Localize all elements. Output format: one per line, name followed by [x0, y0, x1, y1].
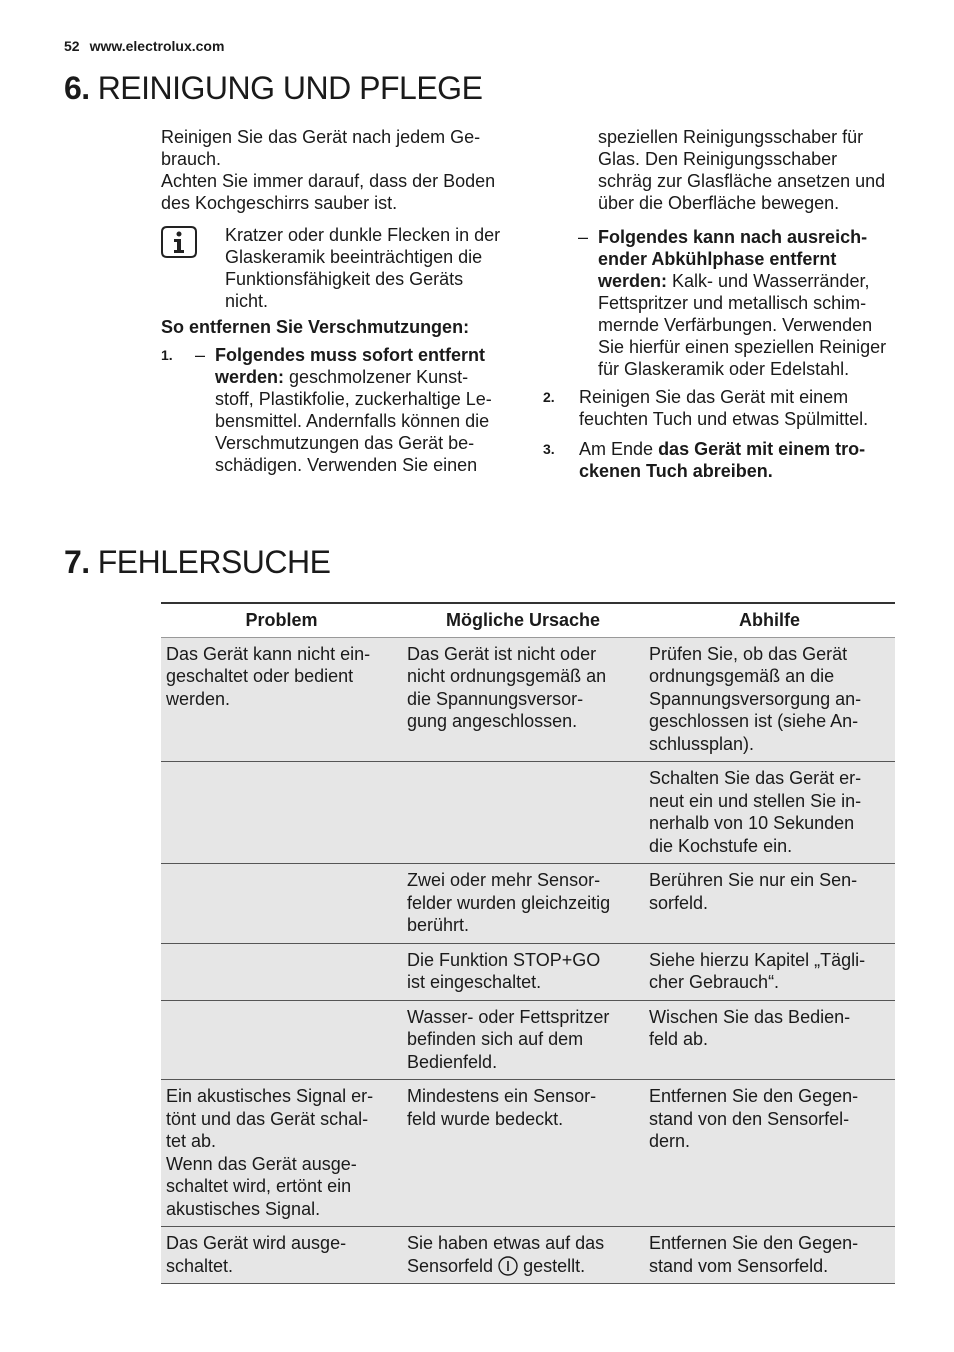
- info-icon: [161, 226, 197, 258]
- table-row: [161, 1080, 895, 1227]
- cell-line: Mindestens ein Sensor-: [407, 1086, 597, 1106]
- cell-line: Wischen Sie das Bedien-: [649, 1006, 851, 1027]
- table-body: [161, 637, 895, 1284]
- remedy-cell: [644, 864, 895, 944]
- cell-line: felder wurden gleichzeitig: [407, 892, 611, 913]
- cell-line: nicht ordnungsgemäß an: [407, 666, 607, 686]
- cell-line: ist eingeschaltet.: [407, 972, 542, 992]
- cause-cell: [402, 864, 644, 944]
- step-1-cont: über die Oberfläche bewegen.: [598, 193, 840, 213]
- table-header-row: [161, 603, 895, 637]
- cause-cell: [402, 943, 644, 1000]
- cell-line: schlussplan).: [649, 733, 755, 754]
- cell-line: Zwei oder mehr Sensor-: [407, 870, 601, 890]
- cell-line: Ein akustisches Signal er-: [166, 1086, 374, 1106]
- cell-text: gestellt.: [523, 1255, 586, 1276]
- cause-cell: [402, 1227, 644, 1284]
- cell-line: Berühren Sie nur ein Sen-: [649, 870, 858, 890]
- step-1-cont: Glas. Den Reinigungsschaber: [598, 149, 838, 169]
- cell-line: befinden sich auf dem: [407, 1029, 584, 1049]
- step-1-text: bensmittel. Andernfalls können die: [215, 411, 490, 431]
- cell-line: sorfeld.: [649, 892, 709, 913]
- cell-line: werden.: [166, 688, 231, 709]
- step-3-number: 3.: [543, 441, 555, 457]
- step-2-text: Reinigen Sie das Gerät mit einem: [579, 387, 849, 407]
- problem-cell: [161, 943, 402, 1000]
- intro-line: Achten Sie immer darauf, dass der Boden: [161, 171, 496, 191]
- dash: –: [578, 227, 589, 247]
- step-1-text: Verschmutzungen das Gerät be-: [215, 433, 475, 453]
- sub2-text: Kalk- und Wasserränder,: [672, 271, 870, 291]
- step-1-bold: Folgendes muss sofort entfernt: [215, 345, 486, 365]
- cell-line: berührt.: [407, 915, 470, 935]
- step-3: [543, 438, 903, 482]
- column-header-problem: Problem: [161, 603, 402, 637]
- cell-line: Schalten Sie das Gerät er-: [649, 768, 862, 788]
- cause-cell: [402, 1000, 644, 1080]
- remedy-cell: [644, 1000, 895, 1080]
- cell-line: Das Gerät wird ausge-: [166, 1233, 347, 1253]
- cell-line: Wenn das Gerät ausge-: [166, 1153, 357, 1174]
- cell-line: akustisches Signal.: [166, 1198, 321, 1219]
- table-row: [161, 864, 895, 944]
- info-note: [161, 224, 521, 316]
- cell-line: die Spannungsversor-: [407, 688, 584, 709]
- cell-line: [407, 1255, 634, 1278]
- sub2-text: mernde Verfärbungen. Verwenden: [598, 315, 873, 335]
- step-2-number: 2.: [543, 389, 555, 405]
- section-6-number: 6.: [64, 70, 90, 106]
- cell-line: Siehe hierzu Kapitel „Tägli-: [649, 949, 866, 970]
- cell-line: Prüfen Sie, ob das Gerät: [649, 643, 848, 664]
- step-3-text: Am Ende: [579, 439, 654, 459]
- problem-cell: [161, 1227, 402, 1284]
- step-3-bold: das Gerät mit einem tro-: [658, 439, 866, 459]
- step-2: [543, 386, 903, 430]
- step-2-text: feuchten Tuch und etwas Spülmittel.: [579, 409, 869, 429]
- cell-line: Wasser- oder Fettspritzer: [407, 1006, 610, 1027]
- sub2-text: für Glaskeramik oder Edelstahl.: [598, 359, 850, 379]
- site-url[interactable]: www.electrolux.com: [89, 38, 225, 54]
- note-text: [225, 224, 515, 312]
- cell-line: Spannungsversorgung an-: [649, 688, 862, 709]
- remedy-cell: [644, 943, 895, 1000]
- sub2-bold: Folgendes kann nach ausreich-: [598, 227, 868, 247]
- step-1-sub2-item: [578, 226, 903, 380]
- problem-cell: [161, 1000, 402, 1080]
- cell-line: Entfernen Sie den Gegen-: [649, 1233, 859, 1253]
- problem-cell: [161, 637, 402, 762]
- cell-line: Entfernen Sie den Gegen-: [649, 1086, 859, 1106]
- note-line: nicht.: [225, 291, 269, 311]
- dash: –: [195, 345, 206, 365]
- cell-line: Die Funktion STOP+GO: [407, 949, 601, 970]
- step-1-sub2: [543, 226, 903, 380]
- intro-line: brauch.: [161, 149, 222, 169]
- note-line: Kratzer oder dunkle Flecken in der: [225, 225, 501, 245]
- step-1-bold: werden:: [215, 367, 285, 387]
- step-1-text: stoff, Plastikfolie, zuckerhaltige Le-: [215, 389, 492, 409]
- cell-text: Sensorfeld: [407, 1255, 494, 1276]
- cell-line: schaltet wird, ertönt ein: [166, 1176, 352, 1196]
- table-row: [161, 943, 895, 1000]
- section-7-number: 7.: [64, 544, 90, 580]
- cell-line: Bedienfeld.: [407, 1051, 498, 1072]
- section-6-title: REINIGUNG UND PFLEGE: [97, 70, 483, 106]
- cell-line: cher Gebrauch“.: [649, 972, 780, 992]
- remedy-cell: [644, 1080, 895, 1227]
- power-sensor-icon: [498, 1256, 518, 1276]
- cell-line: Das Gerät ist nicht oder: [407, 643, 597, 664]
- cell-line: feld ab.: [649, 1029, 709, 1049]
- table-row: [161, 637, 895, 762]
- section-6-right-column: [543, 126, 903, 482]
- cause-cell: [402, 1080, 644, 1227]
- section-6-left-column: [161, 126, 521, 476]
- section-6-heading: [64, 70, 482, 107]
- sub2-bold: werden:: [598, 271, 668, 291]
- cell-line: die Kochstufe ein.: [649, 835, 793, 856]
- problem-cell: [161, 864, 402, 944]
- step-1-number: 1.: [161, 347, 173, 363]
- step-1-cont: speziellen Reinigungsschaber für: [598, 127, 864, 147]
- cell-line: schaltet.: [166, 1255, 234, 1276]
- troubleshooting-table: [161, 602, 895, 1284]
- page-number: 52: [64, 38, 80, 54]
- intro-line: des Kochgeschirrs sauber ist.: [161, 193, 398, 213]
- step-1-text: geschmolzener Kunst-: [289, 367, 469, 387]
- cause-cell: [402, 637, 644, 762]
- step-3-bold: ckenen Tuch abreiben.: [579, 461, 773, 481]
- sub2-text: Sie hierfür einen speziellen Reiniger: [598, 337, 887, 357]
- section-7-heading: [64, 544, 330, 581]
- step-1-cont: schräg zur Glasfläche ansetzen und: [598, 171, 886, 191]
- problem-cell: [161, 762, 402, 864]
- section-7-title: FEHLERSUCHE: [97, 544, 331, 580]
- step-1-continued: [543, 126, 903, 214]
- column-header-remedy: Abhilfe: [644, 603, 895, 637]
- table-row: [161, 762, 895, 864]
- step-1: [161, 344, 521, 476]
- sub2-bold: ender Abkühlphase entfernt: [598, 249, 837, 269]
- cell-line: tönt und das Gerät schal-: [166, 1108, 369, 1129]
- remedy-cell: [644, 1227, 895, 1284]
- subheading: So entfernen Sie Verschmutzungen:: [161, 317, 470, 337]
- problem-cell: [161, 1080, 402, 1227]
- cell-line: Das Gerät kann nicht ein-: [166, 643, 371, 664]
- cell-line: tet ab.: [166, 1131, 217, 1151]
- table-row: [161, 1227, 895, 1284]
- cell-line: gung angeschlossen.: [407, 711, 578, 731]
- cell-line: stand von den Sensorfel-: [649, 1108, 850, 1129]
- sub2-text: Fettspritzer und metallisch schim-: [598, 293, 867, 313]
- step-1-text: schädigen. Verwenden Sie einen: [215, 455, 478, 475]
- intro-line: Reinigen Sie das Gerät nach jedem Ge-: [161, 127, 481, 147]
- cell-line: ordnungsgemäß an die: [649, 666, 835, 686]
- column-header-cause: Mögliche Ursache: [402, 603, 644, 637]
- cell-line: Sie haben etwas auf das: [407, 1233, 605, 1253]
- cell-line: feld wurde bedeckt.: [407, 1108, 564, 1129]
- note-line: Funktionsfähigkeit des Geräts: [225, 269, 464, 289]
- table-row: [161, 1000, 895, 1080]
- cell-line: stand vom Sensorfeld.: [649, 1255, 829, 1276]
- cell-line: geschaltet oder bedient: [166, 666, 354, 686]
- cell-line: nerhalb von 10 Sekunden: [649, 813, 855, 833]
- cause-cell: [402, 762, 644, 864]
- remedy-cell: [644, 637, 895, 762]
- remedy-cell: [644, 762, 895, 864]
- cell-line: dern.: [649, 1131, 691, 1151]
- page-header: [64, 38, 224, 54]
- note-line: Glaskeramik beeinträchtigen die: [225, 247, 483, 267]
- cell-line: neut ein und stellen Sie in-: [649, 790, 862, 811]
- cell-line: geschlossen ist (siehe An-: [649, 711, 859, 731]
